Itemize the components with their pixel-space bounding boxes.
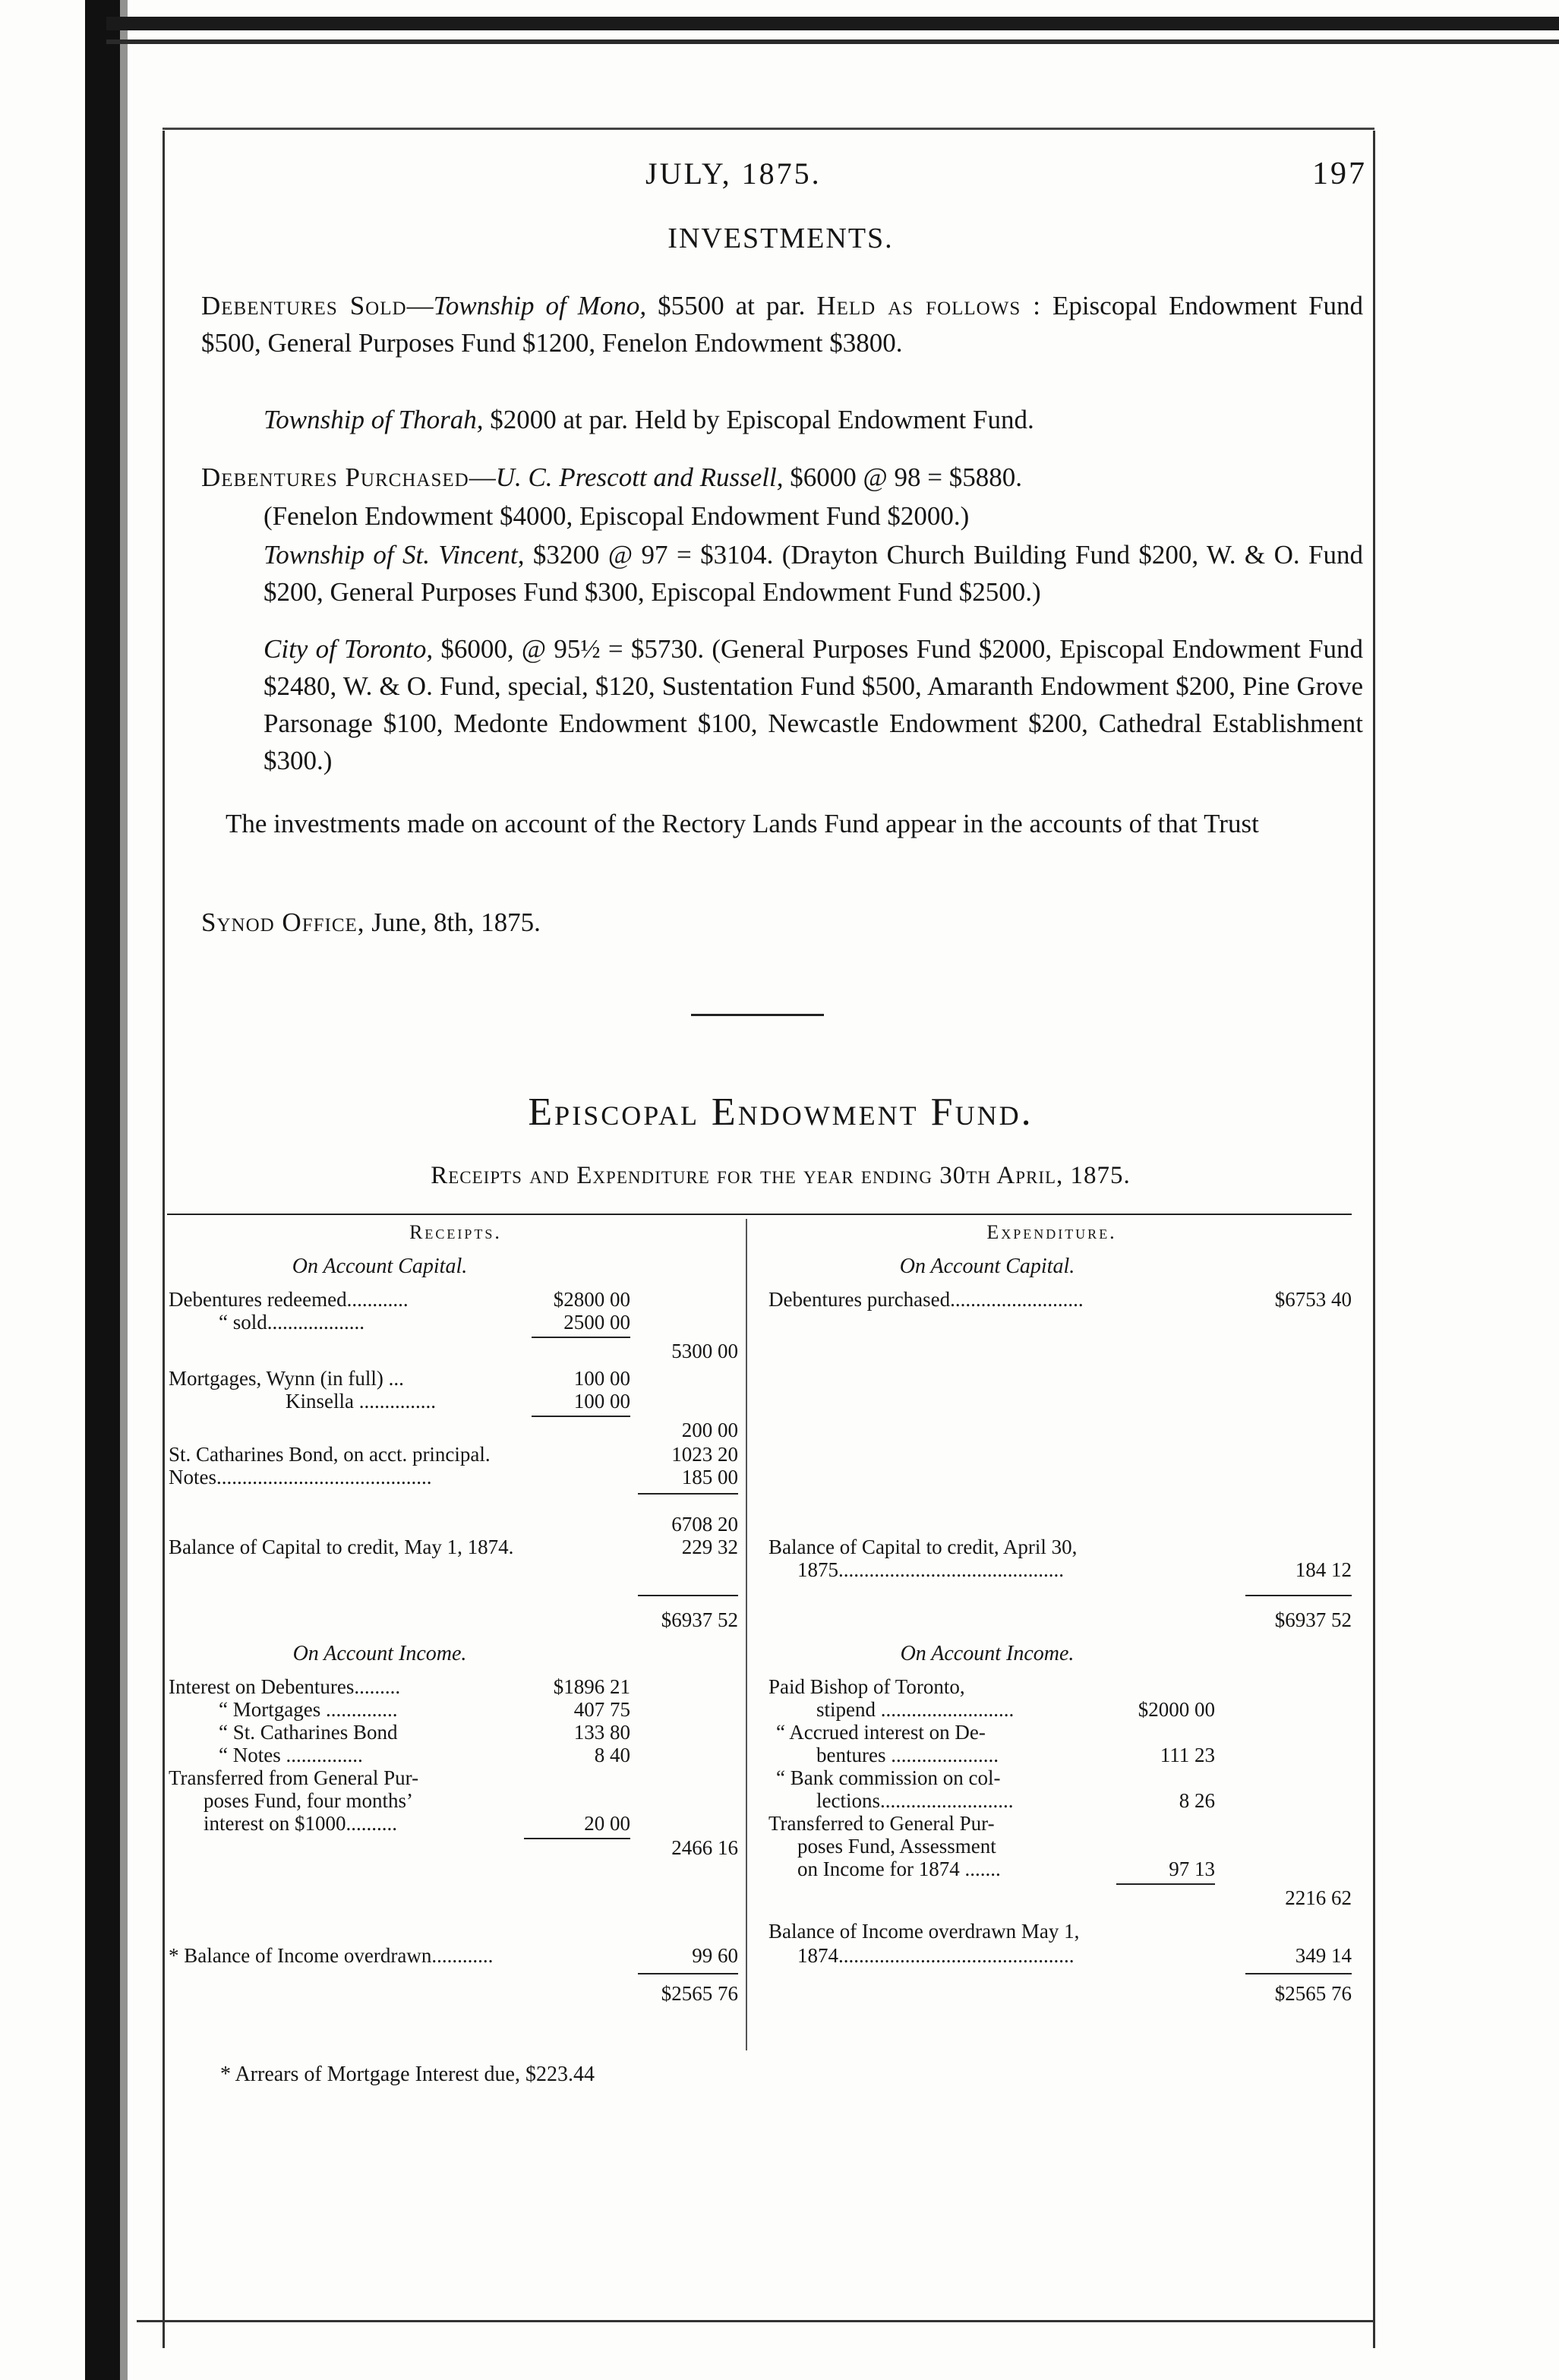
receipt-mortgage-kinsella: Kinsella ............... (286, 1390, 436, 1413)
receipt-transfer-line3: interest on $1000.......... (204, 1812, 397, 1835)
purchase-2-place: Township of St. Vincent, (264, 540, 525, 570)
receipt-debentures-redeemed-amount: $2800 00 (553, 1288, 630, 1311)
sold-1-detail: Episcopal Endowment Fund $500, General Purposes Fund $1200, Fenelon Endowment $3800. (201, 291, 1364, 358)
debentures-sold-label: Debentures Sold (201, 291, 407, 320)
receipt-debentures-redeemed: Debentures redeemed............ (169, 1288, 409, 1311)
rule (1245, 1595, 1352, 1596)
page-number: 197 (1312, 156, 1367, 191)
frame-left-rule (163, 131, 165, 2348)
expenditure-bank-line2: lections.......................... (816, 1789, 1014, 1812)
fund-subtitle: Receipts and Expenditure for the year ending 30th April, 1875. (431, 1162, 1131, 1189)
receipt-mortgages-total: 200 00 (681, 1419, 738, 1441)
expenditure-capital-total: $6937 52 (1274, 1608, 1352, 1631)
receipt-income-total: $2565 76 (661, 1982, 738, 2005)
rule (638, 1493, 738, 1495)
signoff-office: Synod Office, (201, 907, 365, 937)
receipt-notes: Notes.......................................... (169, 1466, 432, 1488)
receipt-interest-stcatharines-amount: 133 80 (573, 1721, 630, 1744)
expenditure-income-total: $2565 76 (1274, 1982, 1352, 2005)
receipt-transfer-line2: poses Fund, four months’ (204, 1789, 413, 1812)
receipts-header: Receipts. (409, 1221, 502, 1243)
purchase-1-text: $6000 @ 98 = $5880. (790, 462, 1022, 492)
purchase-3-place: City of Toronto, (264, 634, 434, 664)
expenditure-header: Expenditure. (986, 1221, 1117, 1243)
rule (532, 1337, 630, 1338)
receipt-stcatharines-bond: St. Catharines Bond, on acct. principal. (169, 1443, 491, 1466)
ledger-center-divider (746, 1219, 747, 2050)
expenditure-paid-bishop-line1: Paid Bishop of Toronto, (768, 1675, 965, 1698)
expenditure-debentures-purchased: Debentures purchased.......................... (768, 1288, 1084, 1311)
purchase-1-detail: (Fenelon Endowment $4000, Episcopal Endowment Fund $2000.) (264, 501, 970, 531)
receipt-interest-debentures: Interest on Debentures......... (169, 1675, 401, 1698)
expenditure-accrued-amount: 111 23 (1160, 1744, 1215, 1766)
receipt-interest-notes: “ Notes ............... (219, 1744, 363, 1766)
sold-2-text: $2000 at par. Held by Episcopal Endowment Fund. (490, 405, 1034, 434)
receipt-interest-mortgages-amount: 407 75 (573, 1698, 630, 1721)
receipt-transfer-amount: 20 00 (584, 1812, 630, 1835)
receipt-mortgage-wynn-amount: 100 00 (573, 1367, 630, 1390)
sold-1-place: Township of Mono, (433, 291, 647, 320)
signoff (201, 904, 1363, 941)
fund-title: Episcopal Endowment Fund. (528, 1091, 1034, 1134)
purchase-1-place: U. C. Prescott and Russell, (495, 462, 784, 492)
top-scan-border-thin (106, 39, 1559, 44)
receipt-interest-notes-amount: 8 40 (594, 1744, 630, 1766)
footnote-arrears: * Arrears of Mortgage Interest due, $223.44 (220, 2063, 595, 2086)
signoff-date: June, 8th, 1875. (371, 907, 541, 937)
expenditure-transfer-line2: poses Fund, Assessment (797, 1835, 996, 1858)
sold-1-text: $5500 at par. (658, 291, 806, 320)
receipt-income-overdrawn: * Balance of Income overdrawn............ (169, 1944, 494, 1967)
sold-2-paragraph (201, 401, 1363, 438)
expenditure-paid-bishop-amount: $2000 00 (1138, 1698, 1215, 1721)
sold-2-place: Township of Thorah, (264, 405, 484, 434)
frame-bottom-rule (137, 2320, 1374, 2322)
expenditure-capital-balance-line2: 1875............................................ (797, 1558, 1064, 1581)
receipt-interest-debentures-amount: $1896 21 (553, 1675, 630, 1698)
purchase-3-text: $6000, @ 95½ = $5730. (General Purposes Fund $2000, Episcopal Endowment Fund $2480, W. & O. Fund, special, $120, Sustentation Fund $500, Amaranth Endowment $200, Pine Grove Parsonage $100, Medonte Endowment $100, Newcastle Endowment $200, Cathedral Establishment $300.) (264, 634, 1364, 775)
investments-title: INVESTMENTS. (667, 223, 894, 254)
rule (638, 1595, 738, 1596)
receipt-capital-balance-amount: 229 32 (681, 1536, 738, 1558)
expenditure-capital-header: On Account Capital. (899, 1255, 1075, 1278)
expenditure-transfer-amount: 97 13 (1169, 1858, 1215, 1880)
expenditure-overdrawn-line1: Balance of Income overdrawn May 1, (768, 1920, 1080, 1943)
rectory-lands-note: The investments made on account of the Rectory Lands Fund appear in the accounts of that Trust (226, 809, 1259, 838)
expenditure-overdrawn-line2: 1874.............................................. (797, 1944, 1075, 1967)
receipt-income-subtotal: 2466 16 (671, 1836, 738, 1859)
receipts-income-header: On Account Income. (292, 1642, 467, 1665)
expenditure-bank-line1: “ Bank commission on col- (776, 1766, 1001, 1789)
receipt-notes-amount: 185 00 (681, 1466, 738, 1488)
expenditure-accrued-line1: “ Accrued interest on De- (776, 1721, 986, 1744)
receipt-income-overdrawn-amount: 99 60 (692, 1944, 738, 1967)
book-spine-shadow (85, 0, 120, 2380)
header-date: JULY, 1875. (645, 156, 822, 191)
section-divider (691, 1014, 824, 1016)
receipt-debentures-sold: “ sold................... (219, 1311, 365, 1334)
debentures-sold-paragraph: Debentures Sold—Township of Mono, $5500 at par. Held as follows : Episcopal Endowment Fund $500, General Purposes Fund $1200, Fenelon Endowment $3800. (201, 291, 1364, 358)
receipt-capital-subtotal: 6708 20 (671, 1513, 738, 1536)
receipt-transfer-line1: Transferred from General Pur- (169, 1766, 419, 1789)
receipt-mortgage-wynn: Mortgages, Wynn (in full) ... (169, 1367, 404, 1390)
debentures-purchased-label: Debentures Purchased (201, 462, 469, 492)
rule (1245, 1973, 1352, 1974)
expenditure-overdrawn-amount: 349 14 (1295, 1944, 1352, 1967)
rule (532, 1416, 630, 1417)
rule (638, 1973, 738, 1974)
frame-top-rule (163, 128, 1374, 130)
expenditure-income-subtotal: 2216 62 (1285, 1886, 1352, 1909)
receipt-mortgage-kinsella-amount: 100 00 (573, 1390, 630, 1413)
debentures-purchased-paragraph: Debentures Purchased—U. C. Prescott and Russell, $6000 @ 98 = $5880. (201, 462, 1022, 492)
expenditure-paid-bishop-line2: stipend .......................... (816, 1698, 1015, 1721)
receipt-debentures-sold-amount: 2500 00 (563, 1311, 630, 1334)
held-as-follows-label: Held as follows : (816, 291, 1041, 320)
purchase-1-detail-paragraph (264, 497, 1363, 535)
expenditure-capital-balance-amount: 184 12 (1295, 1558, 1352, 1581)
expenditure-debentures-purchased-amount: $6753 40 (1274, 1288, 1352, 1311)
book-spine-edge (120, 0, 128, 2380)
expenditure-income-header: On Account Income. (900, 1642, 1075, 1665)
rule (524, 1838, 630, 1839)
expenditure-capital-balance-line1: Balance of Capital to credit, April 30, (768, 1536, 1078, 1558)
purchase-3-paragraph (264, 630, 1363, 779)
receipt-capital-balance: Balance of Capital to credit, May 1, 1874. (169, 1536, 514, 1558)
expenditure-transfer-line3: on Income for 1874 ....... (797, 1858, 1001, 1880)
receipt-stcatharines-bond-amount: 1023 20 (671, 1443, 738, 1466)
receipt-interest-stcatharines: “ St. Catharines Bond (219, 1721, 398, 1744)
rule (1116, 1883, 1215, 1885)
expenditure-bank-amount: 8 26 (1179, 1789, 1215, 1812)
expenditure-transfer-line1: Transferred to General Pur- (768, 1812, 995, 1835)
purchase-2-text: $3200 @ 97 = $3104. (Drayton Church Building Fund $200, W. & O. Fund $200, General Purposes Fund $300, Episcopal Endowment Fund $2500.) (264, 540, 1363, 607)
expenditure-accrued-line2: bentures ..................... (816, 1744, 999, 1766)
receipt-capital-total: $6937 52 (661, 1608, 738, 1631)
ledger-top-rule (167, 1214, 1352, 1215)
receipt-debentures-total: 5300 00 (671, 1340, 738, 1362)
receipts-capital-header: On Account Capital. (292, 1255, 468, 1278)
receipt-interest-mortgages: “ Mortgages .............. (219, 1698, 398, 1721)
top-scan-border (106, 17, 1559, 30)
purchase-2-paragraph (264, 536, 1363, 611)
frame-right-rule (1373, 131, 1375, 2348)
